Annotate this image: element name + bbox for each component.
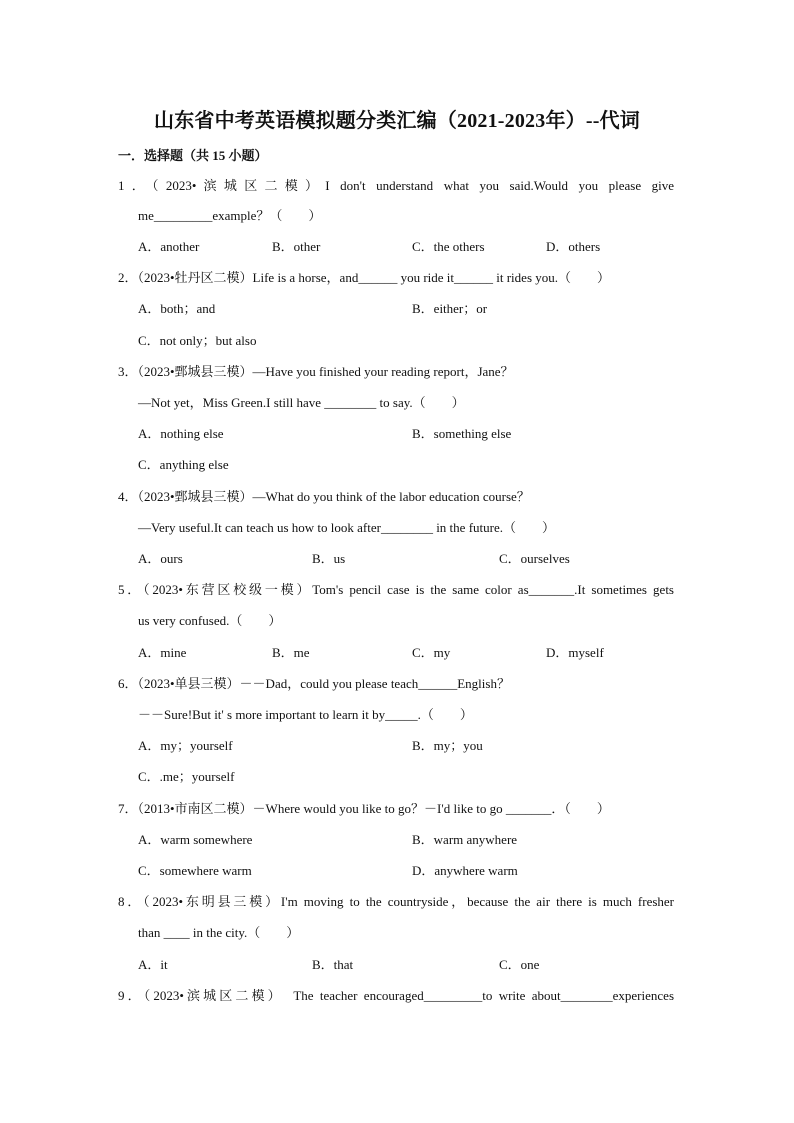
question-8-option-c: C．one [499, 957, 540, 972]
question-8-option-a: A．it [138, 957, 168, 972]
question-7-stem: 7．（2013•市南区二模）－Where would you like to go？－I'd like to go _______．（ ） [118, 801, 610, 816]
question-1-stem: 1．（2023•滨城区二模）I don't understand what you said.Would you please give [118, 178, 674, 193]
question-6-option-c: C．.me；yourself [138, 769, 235, 784]
question-4-option-c: C．ourselves [499, 551, 570, 566]
question-1-stem-cont: me_________example？（ ） [138, 208, 322, 223]
question-1-option-c: C．the others [412, 239, 485, 254]
question-2-stem: 2．（2023•牡丹区二模）Life is a horse，and______ you ride it______ it rides you.（ ） [118, 270, 611, 285]
question-8-stem-cont: than ____ in the city.（ ） [138, 925, 300, 940]
question-4-stem: 4．（2023•鄄城县三模）—What do you think of the labor education course？ [118, 489, 530, 504]
question-3-option-b: B．something else [412, 426, 512, 441]
question-7-option-c: C．somewhere warm [138, 863, 252, 878]
question-5-option-a: A．mine [138, 645, 187, 660]
question-3-stem-cont: —Not yet，Miss Green.I still have ________ to say.（ ） [138, 395, 465, 410]
question-6-option-a: A．my；yourself [138, 738, 233, 753]
question-5-stem: 5．（2023•东营区校级一模）Tom's pencil case is the same color as_______.It sometimes gets [118, 582, 674, 597]
question-2-option-a: A．both；and [138, 301, 216, 316]
section-heading: 一．选择题（共 15 小题） [118, 148, 268, 163]
question-6-stem-cont: －－Sure!But it' s more important to learn it by_____.（ ） [138, 707, 473, 722]
question-7-option-b: B．warm anywhere [412, 832, 518, 847]
question-3-option-c: C．anything else [138, 457, 229, 472]
question-2-option-b: B．either；or [412, 301, 488, 316]
question-1-option-d: D．others [546, 239, 601, 254]
question-4-option-a: A．ours [138, 551, 183, 566]
question-8-stem: 8．（2023•东明县三模）I'm moving to the countryside，because the air there is much fresher [118, 894, 674, 909]
question-5-option-c: C．my [412, 645, 451, 660]
question-8-option-b: B．that [312, 957, 354, 972]
question-7-option-a: A．warm somewhere [138, 832, 253, 847]
question-1-option-a: A．another [138, 239, 200, 254]
question-5-stem-cont: us very confused.（ ） [138, 613, 282, 628]
question-4-stem-cont: —Very useful.It can teach us how to look after________ in the future.（ ） [138, 520, 555, 535]
question-7-option-d: D．anywhere warm [412, 863, 518, 878]
question-5-option-d: D．myself [546, 645, 604, 660]
question-5-option-b: B．me [272, 645, 310, 660]
question-3-option-a: A．nothing else [138, 426, 224, 441]
question-6-option-b: B．my；you [412, 738, 483, 753]
question-4-option-b: B．us [312, 551, 346, 566]
question-3-stem: 3．（2023•鄄城县三模）—Have you finished your reading report，Jane？ [118, 364, 514, 379]
question-1-option-b: B．other [272, 239, 321, 254]
question-9-stem: 9．（2023•滨城区二模） The teacher encouraged_________to write about________experiences [118, 988, 674, 1003]
document-title: 山东省中考英语模拟题分类汇编（2021-2023年）--代词 [154, 110, 640, 132]
question-2-option-c: C．not only；but also [138, 333, 257, 348]
question-6-stem: 6．（2023•单县三模）－－Dad，could you please teach______English？ [118, 676, 510, 691]
